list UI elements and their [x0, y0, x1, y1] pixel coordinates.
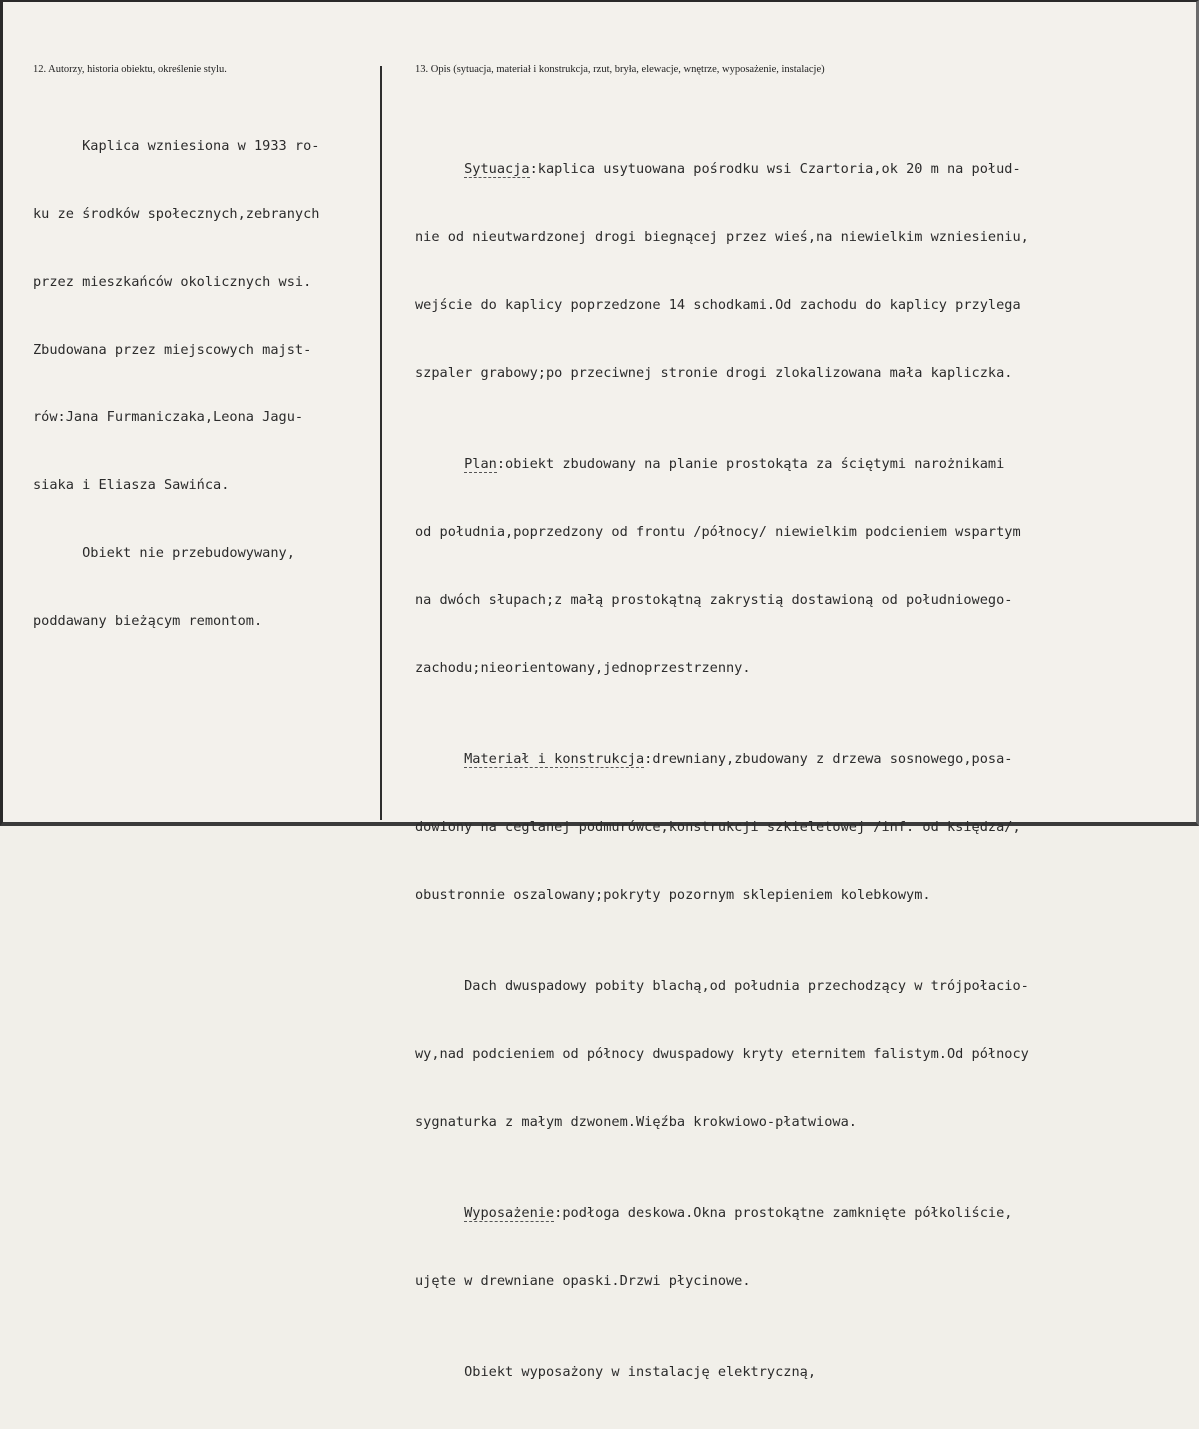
desc-line: szpaler grabowy;po przeciwnej stronie drogi zlokalizowana mała kapliczka.	[415, 365, 1013, 382]
section-12-header: 12. Autorzy, historia obiektu, określenie stylu.	[33, 64, 227, 75]
heading-plan: Plan	[464, 456, 497, 473]
left-line: przez mieszkańców okolicznych wsi.	[33, 273, 312, 290]
desc-line: wejście do kaplicy poprzedzone 14 schodkami.Od zachodu do kaplicy przylega	[415, 297, 1021, 314]
desc-line: Sytuacja:kaplica usytuowana pośrodku wsi Czartoria,ok 20 m na połud-	[464, 161, 1021, 178]
desc-line: na dwóch słupach;z małą prostokątną zakrystią dostawioną od południowego-	[415, 592, 1013, 609]
desc-line: od południa,poprzedzony od frontu /północy/ niewielkim podcieniem wspartym	[415, 524, 1021, 541]
desc-line: zachodu;nieorientowany,jednoprzestrzenny.	[415, 660, 751, 677]
desc-line: sygnaturka z małym dzwonem.Więźba krokwiowo-płatwiowa.	[415, 1114, 857, 1131]
desc-line: obustronnie oszalowany;pokryty pozornym sklepieniem kolebkowym.	[415, 887, 931, 904]
desc-line: Dach dwuspadowy pobity blachą,od południa przechodzący w trójpołacio-	[464, 978, 1029, 995]
left-line: Kaplica wzniesiona w 1933 ro-	[33, 138, 320, 155]
description-text	[415, 90, 1029, 1429]
left-line: Obiekt nie przebudowywany,	[33, 544, 295, 561]
desc-line: Wyposażenie:podłoga deskowa.Okna prostokątne zamknięte półkoliście,	[464, 1205, 1013, 1222]
column-divider	[380, 66, 382, 820]
desc-line: Materiał i konstrukcja:drewniany,zbudowany z drzewa sosnowego,posa-	[464, 751, 1013, 768]
desc-line: Obiekt wyposażony w instalację elektryczną,	[464, 1364, 817, 1381]
left-line: poddawany bieżącym remontom.	[33, 612, 263, 629]
heading-wyposazenie: Wyposażenie	[464, 1205, 555, 1222]
left-line: ku ze środków społecznych,zebranych	[33, 205, 320, 222]
desc-line: wy,nad podcieniem od północy dwuspadowy kryty eternitem falistym.Od północy	[415, 1046, 1029, 1063]
desc-line: nie od nieutwardzonej drogi biegnącej przez wieś,na niewielkim wzniesieniu,	[415, 229, 1029, 246]
left-line: rów:Jana Furmaniczaka,Leona Jagu-	[33, 409, 304, 426]
authors-history-text	[33, 90, 319, 677]
desc-line: Plan:obiekt zbudowany na planie prostokąta za ściętymi narożnikami	[464, 456, 1005, 473]
left-line: Zbudowana przez miejscowych majst-	[33, 341, 312, 358]
section-13-header: 13. Opis (sytuacja, materiał i konstrukcja, rzut, bryła, elewacje, wnętrze, wyposażenie, instalacje)	[415, 64, 825, 75]
heading-material: Materiał i konstrukcja	[464, 751, 645, 768]
desc-line: ujęte w drewniane opaski.Drzwi płycinowe.	[415, 1273, 751, 1290]
heading-sytuacja: Sytuacja	[464, 161, 530, 178]
left-line: siaka i Eliasza Sawińca.	[33, 477, 230, 494]
desc-line: dowiony na ceglanej podmurówce,konstrukcji szkieletowej /inf. od księdza/,	[415, 819, 1021, 836]
